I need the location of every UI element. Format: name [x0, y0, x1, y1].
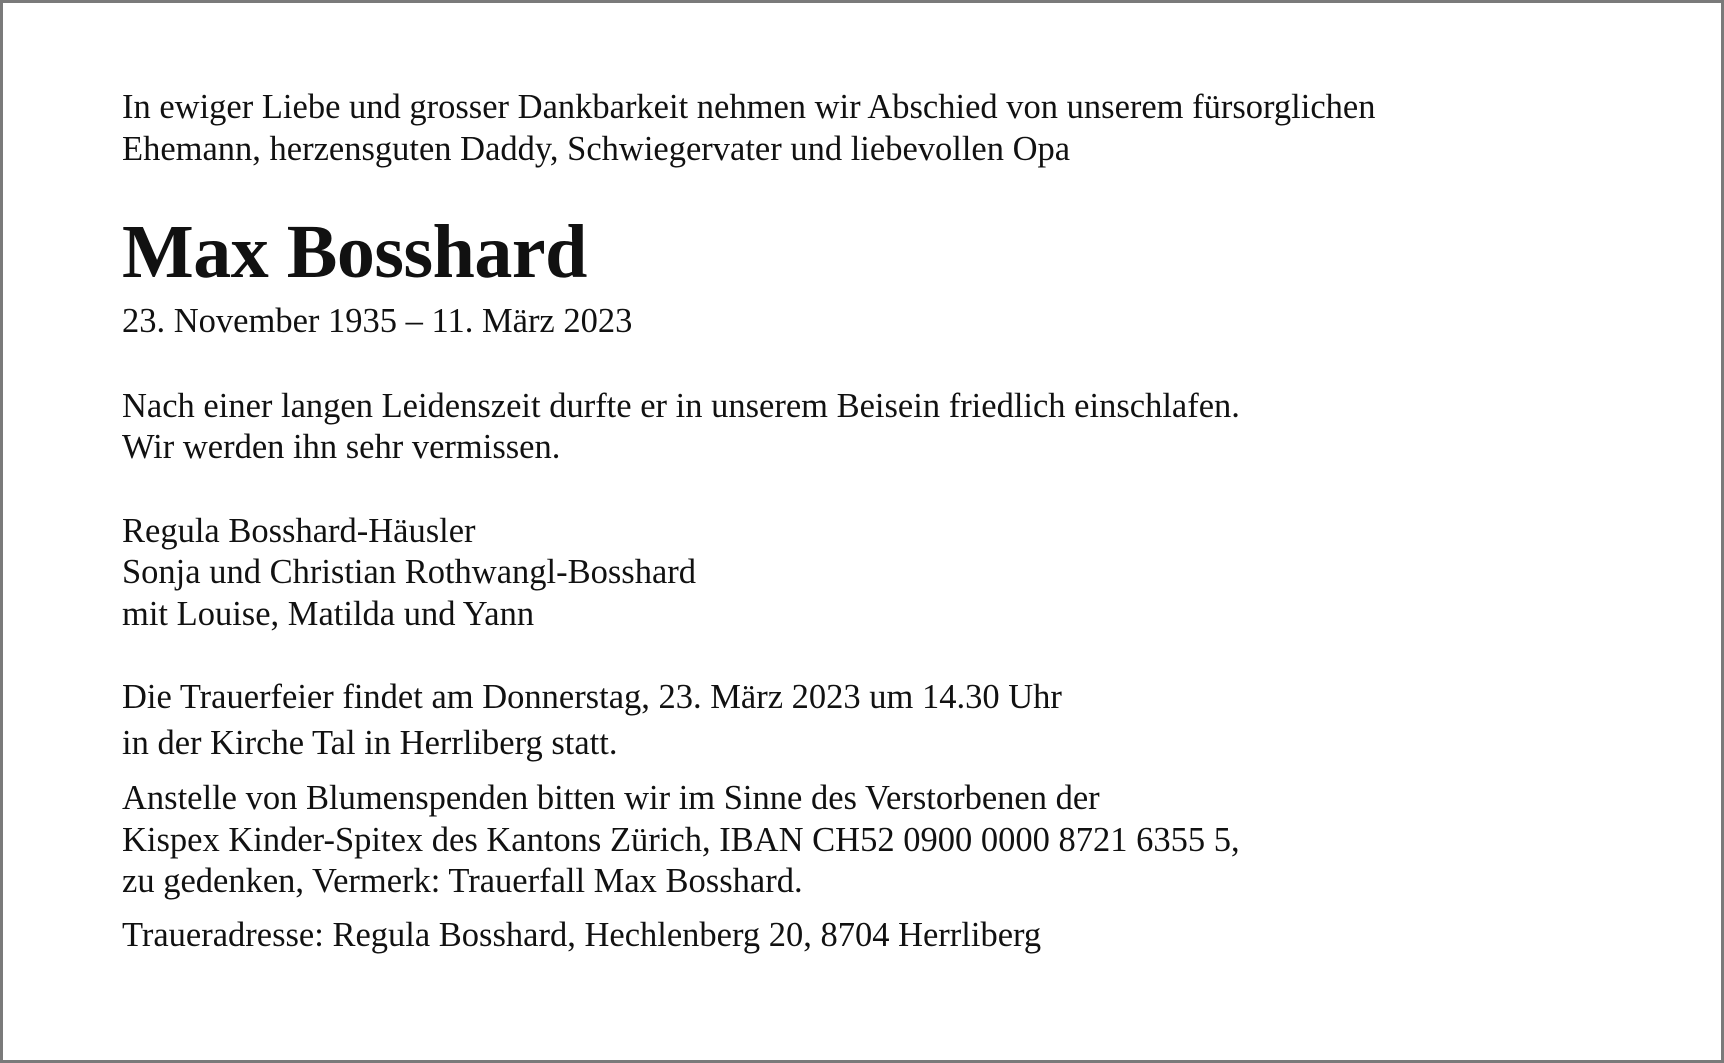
- donation-line: Kispex Kinder-Spitex des Kantons Zürich, IBAN CH52 0900 0000 8721 6355 5,: [122, 820, 1240, 859]
- farewell-line: Wir werden ihn sehr vermissen.: [122, 428, 561, 466]
- family-line: Regula Bosshard-Häusler: [122, 511, 476, 550]
- intro-line: In ewiger Liebe und grosser Dankbarkeit nehmen wir Abschied von unserem fürsorglichen: [122, 88, 1376, 126]
- intro-line: Ehemann, herzensguten Daddy, Schwiegervater und liebevollen Opa: [122, 129, 1071, 168]
- life-dates: 23. November 1935 – 11. März 2023: [122, 302, 633, 340]
- mourning-address: [122, 915, 1622, 957]
- farewell-line: Nach einer langen Leidenszeit durfte er in unserem Beisein friedlich einschlafen.: [122, 386, 1240, 425]
- deceased-name: Max Bosshard: [122, 210, 587, 294]
- funeral-service-info: [122, 677, 1622, 764]
- donation-line: Anstelle von Blumenspenden bitten wir im Sinne des Verstorbenen der: [122, 779, 1100, 817]
- service-line: Die Trauerfeier findet am Donnerstag, 23. März 2023 um 14.30 Uhr: [122, 678, 1062, 716]
- intro-paragraph: [122, 87, 1622, 170]
- family-line: mit Louise, Matilda und Yann: [122, 594, 535, 633]
- family-signatures: [122, 511, 1622, 636]
- family-line: Sonja und Christian Rothwangl-Bosshard: [122, 553, 697, 591]
- farewell-paragraph: [122, 386, 1622, 469]
- service-line: in der Kirche Tal in Herrliberg statt.: [122, 723, 618, 762]
- donation-request: [122, 778, 1622, 903]
- donation-line: zu gedenken, Vermerk: Trauerfall Max Bosshard.: [122, 862, 803, 900]
- address-line: Traueradresse: Regula Bosshard, Hechlenberg 20, 8704 Herrliberg: [122, 915, 1042, 954]
- obituary-notice: [122, 87, 1622, 956]
